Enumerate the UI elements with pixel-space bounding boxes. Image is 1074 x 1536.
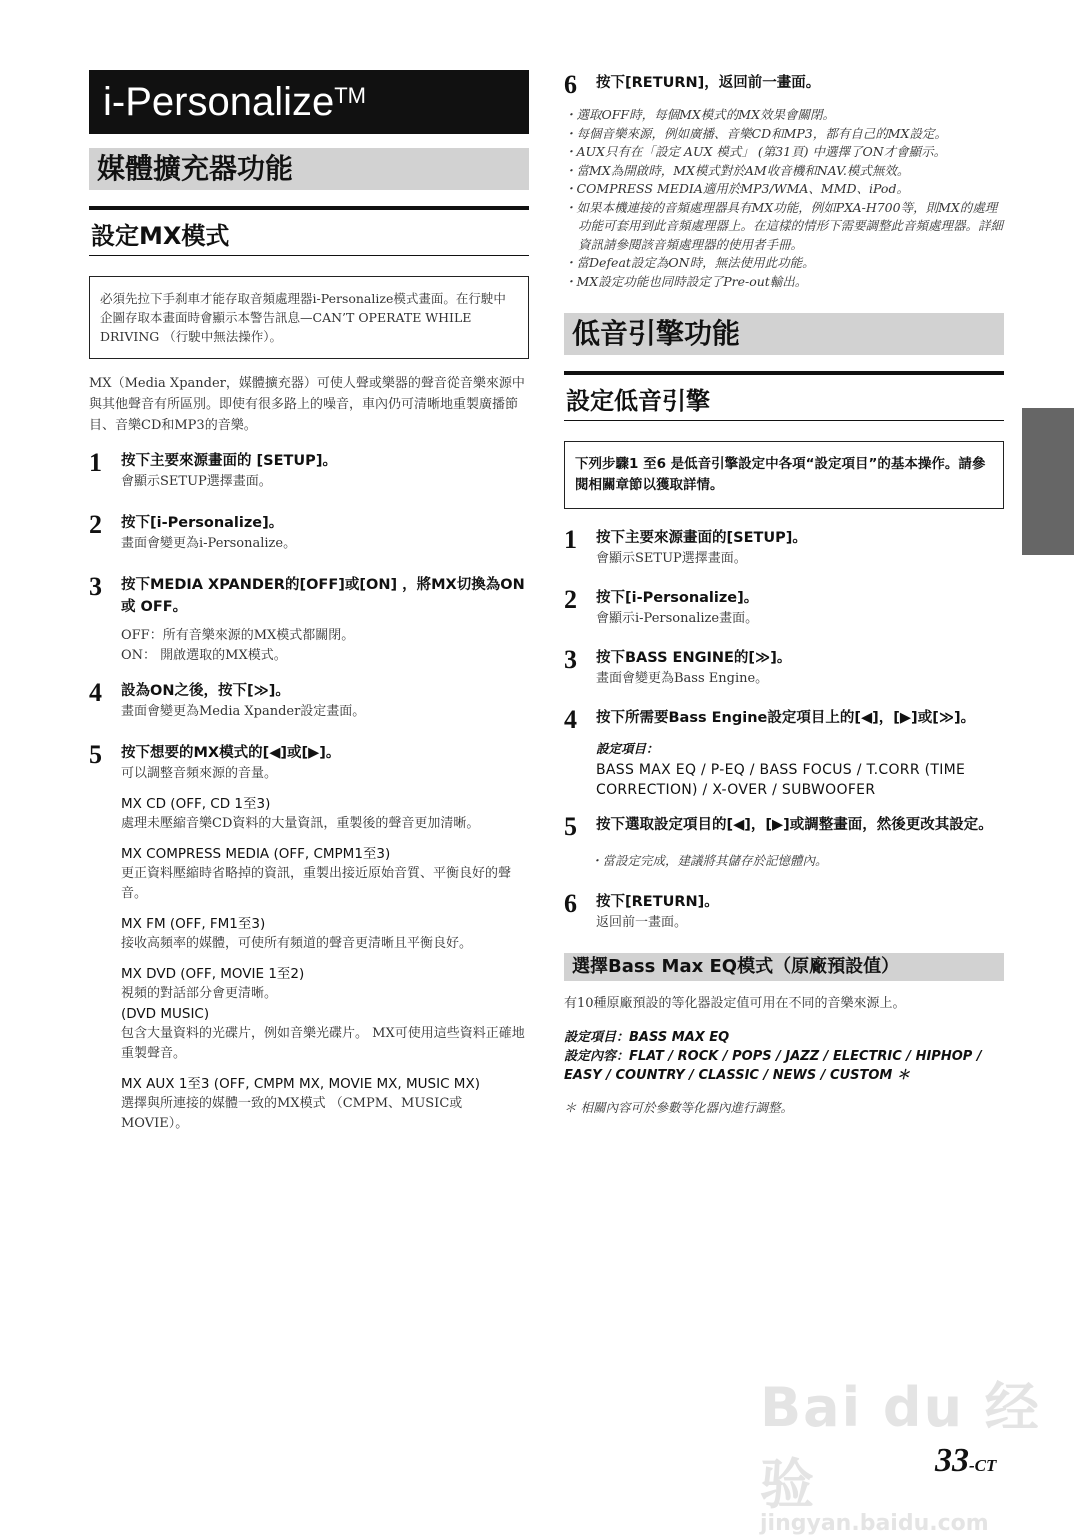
step-number: 3	[564, 645, 577, 674]
warning-box: 必須先拉下手刹車才能存取音頻處理器i-Personalize模式畫面。在行駛中企圖存取本畫面時會顯示本警告訊息—CAN’T OPERATE WHILE DRIVING （行駛中無法操作）。	[89, 276, 529, 359]
step-desc: 畫面會變更為Bass Engine。	[596, 671, 769, 686]
step-number: 1	[89, 448, 102, 477]
step-number: 3	[89, 572, 102, 601]
mode-mx-dvd: MX DVD (OFF, MOVIE 1至2) 視頻的對話部分會更清晰。 (DVD MUSIC) 包含大量資料的光碟片，例如音樂光碟片。 MX可使用這些資料正確地重製聲音。	[121, 966, 525, 1061]
watermark-logo: Bai du 经验	[760, 1376, 1041, 1516]
bass-step-1	[564, 527, 1004, 569]
step-number: 4	[89, 678, 102, 707]
intro-paragraph: MX（Media Xpander，媒體擴充器）可使人聲或樂器的聲音從音樂來源中與其他聲音有所區別。即使有很多路上的噪音，車內仍可清晰地重製廣播節目、音樂CD和MP3的音樂。	[89, 376, 525, 433]
footnote: ＊ 相關內容可於參數等化器內進行調整。	[564, 1099, 793, 1115]
mx-notes	[564, 106, 1004, 291]
mode-mx-cd: MX CD (OFF, CD 1至3) 處理未壓縮音樂CD資料的大量資訊，重製後的聲音更加清晰。	[121, 796, 480, 831]
step4-items: BASS MAX EQ / P-EQ / BASS FOCUS / T.CORR (TIME CORRECTION) / X-OVER / SUBWOOFER	[596, 762, 966, 798]
step-head: 按下BASS ENGINE的[≫]。	[596, 650, 792, 666]
side-tab	[1022, 408, 1074, 555]
step-4	[89, 680, 529, 722]
mode-mx-compress: MX COMPRESS MEDIA (OFF, CMPM1至3) 更正資料壓縮時省略掉的資訊，重製出接近原始音質、平衡良好的聲音。	[121, 846, 512, 901]
note: ・每個音樂來源，例如廣播、音樂CD和MP3，都有自己的MX設定。	[564, 125, 947, 141]
step-number: 1	[564, 525, 577, 554]
watermark	[760, 1365, 1074, 1536]
bass-step-5	[564, 814, 1004, 840]
step-number: 4	[564, 705, 577, 734]
step-1	[89, 450, 529, 492]
step-head: 按下[RETURN]，返回前一畫面。	[596, 75, 821, 91]
watermark-url: jingyan.baidu.com	[760, 1511, 989, 1536]
step5-note: ・當設定完成，建議將其儲存於記憶體內。	[590, 853, 828, 868]
step4-label: 設定項目：	[596, 741, 659, 756]
trademark: TM	[334, 83, 366, 108]
step-desc: 畫面會變更為Media Xpander設定畫面。	[121, 704, 366, 719]
left-column	[89, 70, 529, 1134]
subsection-bass-max-eq: 選擇Bass Max EQ模式（原廠預設值）	[564, 953, 1004, 981]
bass-step-2	[564, 587, 1004, 629]
bass-step-4	[564, 707, 1004, 800]
step-desc: 會顯示SETUP選擇畫面。	[121, 474, 272, 489]
step-head: 按下[RETURN]。	[596, 893, 719, 910]
step-2	[89, 512, 529, 554]
step-desc: 會顯示i-Personalize畫面。	[596, 611, 759, 626]
bass-step-3	[564, 647, 1004, 689]
step-desc: 返回前一畫面。	[596, 914, 688, 930]
mode-mx-aux: MX AUX 1至3 (OFF, CMPM MX, MOVIE MX, MUSIC MX) 選擇與所連接的媒體一致的MX模式 （CMPM、MUSIC或MOVIE）。	[121, 1076, 480, 1131]
step-head: 設為ON之後，按下[≫]。	[121, 683, 290, 699]
step-5	[89, 742, 529, 784]
step-head: 按下MEDIA XPANDER的[OFF]或[ON] ，將MX切換為ON或 OFF。	[121, 577, 525, 615]
step-head: 按下[i-Personalize]。	[121, 515, 284, 531]
step3-off: OFF：所有音樂來源的MX模式都關閉。	[121, 628, 355, 643]
note: ・如果本機連接的音頻處理器具有MX功能，例如PXA-H700等，則MX的處理功能可套用到此音頻處理器上。在這樣的情形下需要調整此音頻處理器。詳細資訊請參閱該音頻處理器的使用者手冊。	[564, 199, 1004, 252]
step-head: 按下[i-Personalize]。	[596, 590, 759, 606]
right-column	[564, 72, 1004, 1117]
step-desc: 會顯示SETUP選擇畫面。	[596, 551, 747, 566]
step-head: 按下主要來源畫面的 [SETUP]。	[121, 453, 337, 469]
note: ・MX設定功能也同時設定了Pre-out輸出。	[564, 273, 808, 289]
info-box: 下列步驟1 至6 是低音引擎設定中各項“設定項目”的基本操作。請參閱相關章節以獲取詳情。	[564, 441, 1004, 509]
note: ・AUX只有在「設定 AUX 模式」 (第31頁) 中選擇了ON才會顯示。	[564, 144, 947, 159]
section-title-media-xpander: 媒體擴充器功能	[89, 148, 529, 190]
step-number: 2	[564, 585, 577, 614]
step-desc: 畫面會變更為i-Personalize。	[121, 536, 297, 551]
note: ・COMPRESS MEDIA適用於MP3/WMA、MMD、iPod。	[564, 181, 909, 196]
step-desc: 可以調整音頻來源的音量。	[121, 766, 278, 781]
setting-item: 設定項目：BASS MAX EQ	[564, 1029, 730, 1045]
step-number: 5	[89, 740, 102, 769]
step3-on: ON： 開啟選取的MX模式。	[121, 648, 287, 663]
step-number: 6	[564, 888, 577, 918]
page-title: i-Personalize ™	[89, 70, 529, 134]
step-head: 按下主要來源畫面的[SETUP]。	[596, 530, 807, 546]
step-3	[89, 574, 529, 666]
step-head: 按下所需要Bass Engine設定項目上的[◀]，[▶]或[≫]。	[596, 710, 976, 726]
step-number: 6	[564, 70, 577, 99]
note: ・選取OFF時，每個MX模式的MX效果會關閉。	[564, 107, 835, 122]
step-number: 2	[89, 510, 102, 539]
mode-mx-fm: MX FM (OFF, FM1至3) 接收高頻率的媒體，可使所有頻道的聲音更清晰且平衡良好。	[121, 916, 473, 951]
section-title-bass-engine: 低音引擎功能	[564, 313, 1004, 355]
bass-max-eq-text: 有10種原廠預設的等化器設定值可用在不同的音樂來源上。	[564, 995, 906, 1011]
page-number: 33-CT	[935, 1442, 997, 1479]
step-6-mx	[564, 72, 1004, 98]
step-head: 按下想要的MX模式的[◀]或[▶]。	[121, 745, 341, 761]
setting-content: 設定內容：FLAT / ROCK / POPS / JAZZ / ELECTRIC / HIPHOP / EASY / COUNTRY / CLASSIC / NEWS / CUSTOM ＊	[564, 1048, 982, 1083]
bass-step-6	[564, 888, 1004, 933]
subhead-mx-mode: 設定MX模式	[89, 206, 529, 256]
subhead-bass-engine: 設定低音引擎	[564, 371, 1004, 421]
step-head: 按下選取設定項目的[◀]，[▶]或調整畫面，然後更改其設定。	[596, 817, 993, 833]
step-number: 5	[564, 812, 577, 841]
note: ・當MX為開啟時，MX模式對於AM收音機和NAV.模式無效。	[564, 162, 910, 178]
note: ・當Defeat設定為ON時，無法使用此功能。	[564, 255, 815, 270]
